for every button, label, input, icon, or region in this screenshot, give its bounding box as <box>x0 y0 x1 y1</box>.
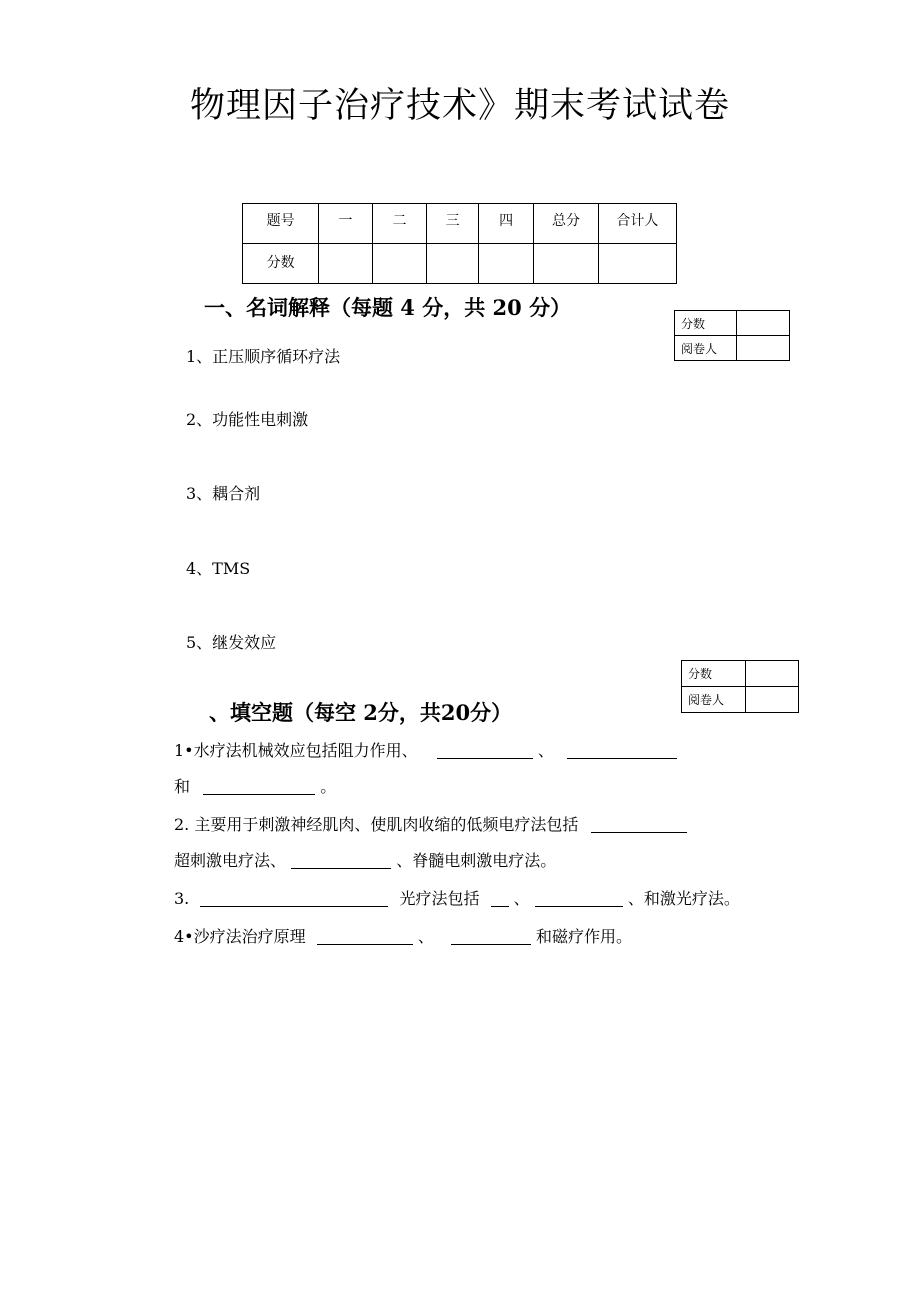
table-cell: 合计人 <box>598 204 676 244</box>
separator: 、 <box>513 889 530 908</box>
question-text: 和磁疗作用。 <box>536 927 633 946</box>
answer-blank[interactable] <box>535 890 623 907</box>
grader-score-cell[interactable] <box>737 311 790 336</box>
question-1-line-2 <box>174 774 336 797</box>
question-text: 、脊髓电刺激电疗法。 <box>396 851 557 870</box>
question-text: 1•水疗法机械效应包括阻力作用、 <box>174 741 418 760</box>
score-cell[interactable] <box>478 244 534 284</box>
answer-blank[interactable] <box>291 852 391 869</box>
answer-blank[interactable] <box>203 778 315 795</box>
list-item: 2、功能性电刺激 <box>186 410 309 429</box>
question-4 <box>174 924 632 947</box>
answer-blank[interactable] <box>437 742 533 759</box>
separator: 、 <box>417 927 434 946</box>
answer-blank[interactable] <box>317 928 413 945</box>
question-2-line-1 <box>174 812 687 835</box>
answer-blank[interactable] <box>451 928 531 945</box>
grader-reviewer-label: 阅卷人 <box>675 336 737 361</box>
score-cell[interactable] <box>372 244 427 284</box>
list-item: 4、TMS <box>186 559 251 578</box>
table-cell: 总分 <box>534 204 598 244</box>
list-item: 3、耦合剂 <box>186 484 261 503</box>
table-cell: 一 <box>319 204 373 244</box>
score-cell[interactable] <box>534 244 598 284</box>
table-cell: 二 <box>372 204 427 244</box>
section2-heading: 、填空题（每空 2分，共20分） <box>209 700 513 725</box>
grader-box-1 <box>674 310 790 361</box>
list-item: 5、继发效应 <box>186 633 277 652</box>
score-cell[interactable] <box>319 244 373 284</box>
answer-blank[interactable] <box>491 890 509 907</box>
grader-reviewer-cell[interactable] <box>737 336 790 361</box>
grader-score-cell[interactable] <box>746 661 799 687</box>
grader-score-label: 分数 <box>682 661 746 687</box>
table-row <box>243 204 677 244</box>
score-table <box>242 203 677 284</box>
list-item: 1、正压顺序循环疗法 <box>186 347 341 366</box>
table-cell: 三 <box>427 204 479 244</box>
grader-reviewer-label: 阅卷人 <box>682 687 746 713</box>
page-title: 物理因子治疗技术》期末考试试卷 <box>189 86 730 126</box>
score-cell[interactable] <box>427 244 479 284</box>
question-text: 。 <box>320 777 337 796</box>
table-row <box>243 244 677 284</box>
question-2-line-2 <box>174 848 556 871</box>
question-1-line-1 <box>174 738 677 761</box>
grader-reviewer-cell[interactable] <box>746 687 799 713</box>
answer-blank[interactable] <box>591 816 687 833</box>
section1-heading: 一、名词解释（每题 4 分，共 20 分） <box>204 295 572 320</box>
separator: 、 <box>537 741 554 760</box>
table-cell: 分数 <box>243 244 319 284</box>
question-text: 4•沙疗法治疗原理 <box>174 927 306 946</box>
answer-blank[interactable] <box>200 890 388 907</box>
table-cell: 题号 <box>243 204 319 244</box>
table-cell: 四 <box>478 204 534 244</box>
question-text: 2. 主要用于刺激神经肌肉、使肌肉收缩的低频电疗法包括 <box>174 815 579 834</box>
question-text: 3. <box>174 889 190 908</box>
score-cell[interactable] <box>598 244 676 284</box>
grader-score-label: 分数 <box>675 311 737 336</box>
question-text: 超刺激电疗法、 <box>174 851 287 870</box>
question-3 <box>174 886 740 909</box>
question-text: 和 <box>174 777 191 796</box>
answer-blank[interactable] <box>567 742 677 759</box>
question-text: 光疗法包括 <box>399 889 480 908</box>
grader-box-2 <box>681 660 799 713</box>
question-text: 、和激光疗法。 <box>627 889 740 908</box>
